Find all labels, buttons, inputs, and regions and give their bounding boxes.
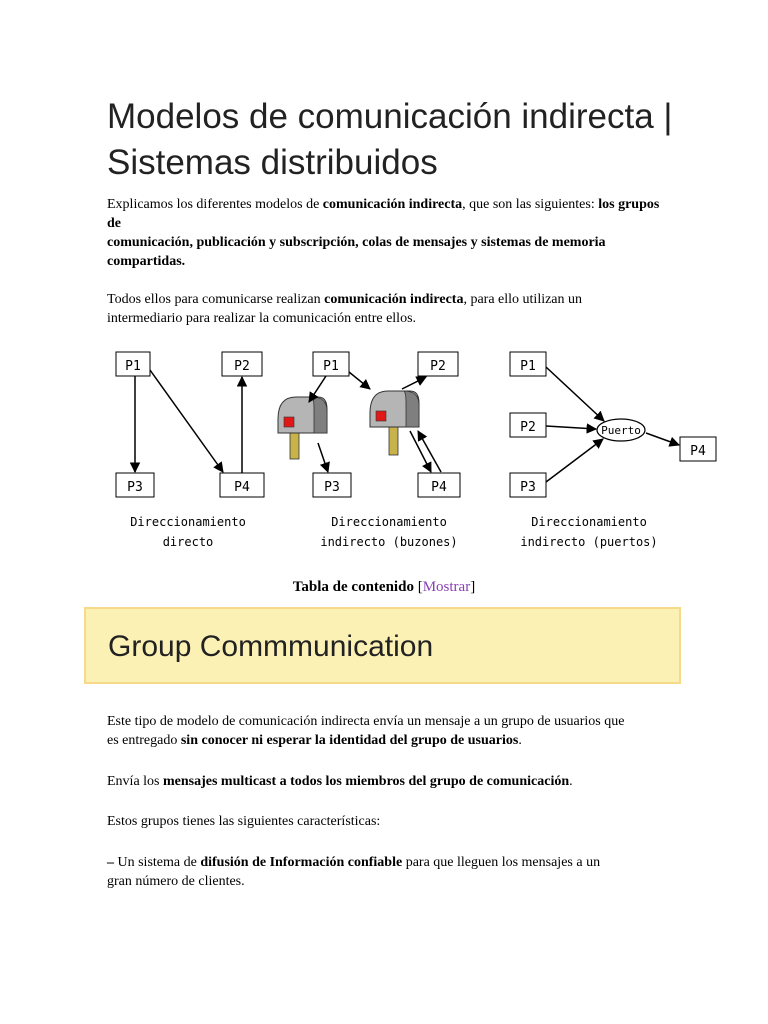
este-paragraph bbox=[107, 712, 627, 750]
svg-text:P1: P1 bbox=[125, 359, 141, 374]
svg-text:P1: P1 bbox=[520, 359, 536, 374]
intro-paragraph bbox=[107, 195, 662, 271]
intro-bold-list: comunicación, publicación y subscripción, colas de mensajes y sistemas de memoria compartidas. bbox=[107, 235, 606, 269]
svg-text:P2: P2 bbox=[520, 420, 536, 435]
intro-bold-list-start: los grupos de bbox=[107, 197, 660, 231]
direct-node-p3 bbox=[116, 473, 154, 497]
bullet-bold: difusión de Información confiable bbox=[200, 855, 403, 870]
direct-caption-line1: Direccionamiento bbox=[130, 515, 246, 529]
intro-text: Explicamos los diferentes modelos de bbox=[107, 197, 323, 212]
mailbox-node-p4 bbox=[418, 473, 460, 497]
bullet-dash: – bbox=[107, 855, 114, 870]
arrow-p3-to-puerto bbox=[546, 439, 603, 482]
svg-text:P4: P4 bbox=[690, 444, 706, 459]
direct-caption-line2: directo bbox=[162, 535, 214, 549]
table-of-contents bbox=[0, 579, 768, 596]
arrow-mailbox2-to-p4 bbox=[410, 431, 431, 472]
section-heading: Group Commmunication bbox=[108, 630, 434, 663]
direct-addressing-group bbox=[116, 352, 264, 549]
intro-bold-term: comunicación indirecta bbox=[322, 197, 463, 212]
port-node-p1 bbox=[510, 352, 546, 376]
svg-text:Puerto: Puerto bbox=[601, 424, 641, 437]
arrow-p2-to-puerto bbox=[546, 426, 596, 429]
mailbox-node-p1 bbox=[313, 352, 349, 376]
todos-text-end: , para ello utilizan un intermediario para realizar la comunicación entre ellos. bbox=[107, 292, 583, 326]
estos-paragraph: Estos grupos tienes las siguientes características: bbox=[107, 814, 381, 829]
arrow-p1-to-p4 bbox=[150, 370, 223, 472]
direct-node-p1 bbox=[116, 352, 150, 376]
port-node-p4 bbox=[680, 437, 716, 461]
arrow-mailbox2-to-p2 bbox=[402, 377, 426, 389]
port-node-p2 bbox=[510, 413, 546, 437]
svg-text:P2: P2 bbox=[234, 359, 250, 374]
bullet-end: para que lleguen los mensajes a un gran número de clientes. bbox=[107, 855, 601, 889]
arrow-p1-to-puerto bbox=[546, 367, 604, 421]
envia-text: Envía los bbox=[107, 774, 163, 789]
port-node-puerto bbox=[597, 419, 645, 441]
toc-show-link[interactable]: Mostrar bbox=[422, 579, 471, 595]
port-node-p3 bbox=[510, 473, 546, 497]
intro-text-middle: , que son las siguientes: bbox=[462, 197, 599, 212]
este-end: . bbox=[518, 733, 522, 748]
mailbox-caption-line2: indirecto (buzones) bbox=[320, 535, 458, 549]
bullet-paragraph bbox=[107, 853, 627, 891]
este-bold: sin conocer ni esperar la identidad del grupo de usuarios bbox=[180, 733, 519, 748]
port-caption-line1: Direccionamiento bbox=[531, 515, 647, 529]
svg-text:P1: P1 bbox=[323, 359, 339, 374]
svg-text:P3: P3 bbox=[520, 480, 536, 495]
arrow-puerto-to-p4 bbox=[646, 433, 679, 445]
svg-text:P4: P4 bbox=[431, 480, 447, 495]
arrow-p1-to-mailbox2 bbox=[349, 372, 370, 389]
mailbox-addressing-group bbox=[278, 352, 460, 549]
toc-bracket-open: [ bbox=[417, 579, 423, 595]
todos-text: Todos ellos para comunicarse realizan bbox=[107, 292, 325, 307]
arrow-p4-to-mailbox2 bbox=[418, 431, 441, 472]
envia-bold: mensajes multicast a todos los miembros del grupo de comunicación bbox=[163, 774, 570, 789]
svg-text:P3: P3 bbox=[127, 480, 143, 495]
todos-paragraph bbox=[107, 290, 637, 328]
svg-text:P2: P2 bbox=[430, 359, 446, 374]
envia-end: . bbox=[569, 774, 573, 789]
direct-node-p4 bbox=[220, 473, 264, 497]
mailbox-icon bbox=[370, 391, 419, 455]
svg-text:P4: P4 bbox=[234, 480, 250, 495]
arrow-mailbox1-to-p3 bbox=[318, 443, 328, 472]
port-addressing-group bbox=[510, 352, 716, 549]
mailbox-node-p3 bbox=[313, 473, 351, 497]
toc-bracket-close: ] bbox=[470, 579, 476, 595]
toc-label: Tabla de contenido bbox=[292, 579, 414, 595]
todos-bold-term: comunicación indirecta bbox=[324, 292, 464, 307]
este-text: Este tipo de modelo de comunicación indirecta envía un mensaje a un grupo de usuarios que es entregado bbox=[107, 714, 625, 748]
bullet-text: Un sistema de bbox=[114, 855, 201, 870]
page-title: Modelos de comunicación indirecta | Sistemas distribuidos bbox=[107, 97, 673, 182]
addressing-diagram bbox=[100, 345, 725, 555]
section-heading-banner bbox=[84, 607, 681, 684]
svg-text:P3: P3 bbox=[324, 480, 340, 495]
mailbox-node-p2 bbox=[418, 352, 458, 376]
mailbox-caption-line1: Direccionamiento bbox=[331, 515, 447, 529]
port-caption-line2: indirecto (puertos) bbox=[520, 535, 658, 549]
direct-node-p2 bbox=[222, 352, 262, 376]
envia-paragraph bbox=[107, 772, 667, 791]
